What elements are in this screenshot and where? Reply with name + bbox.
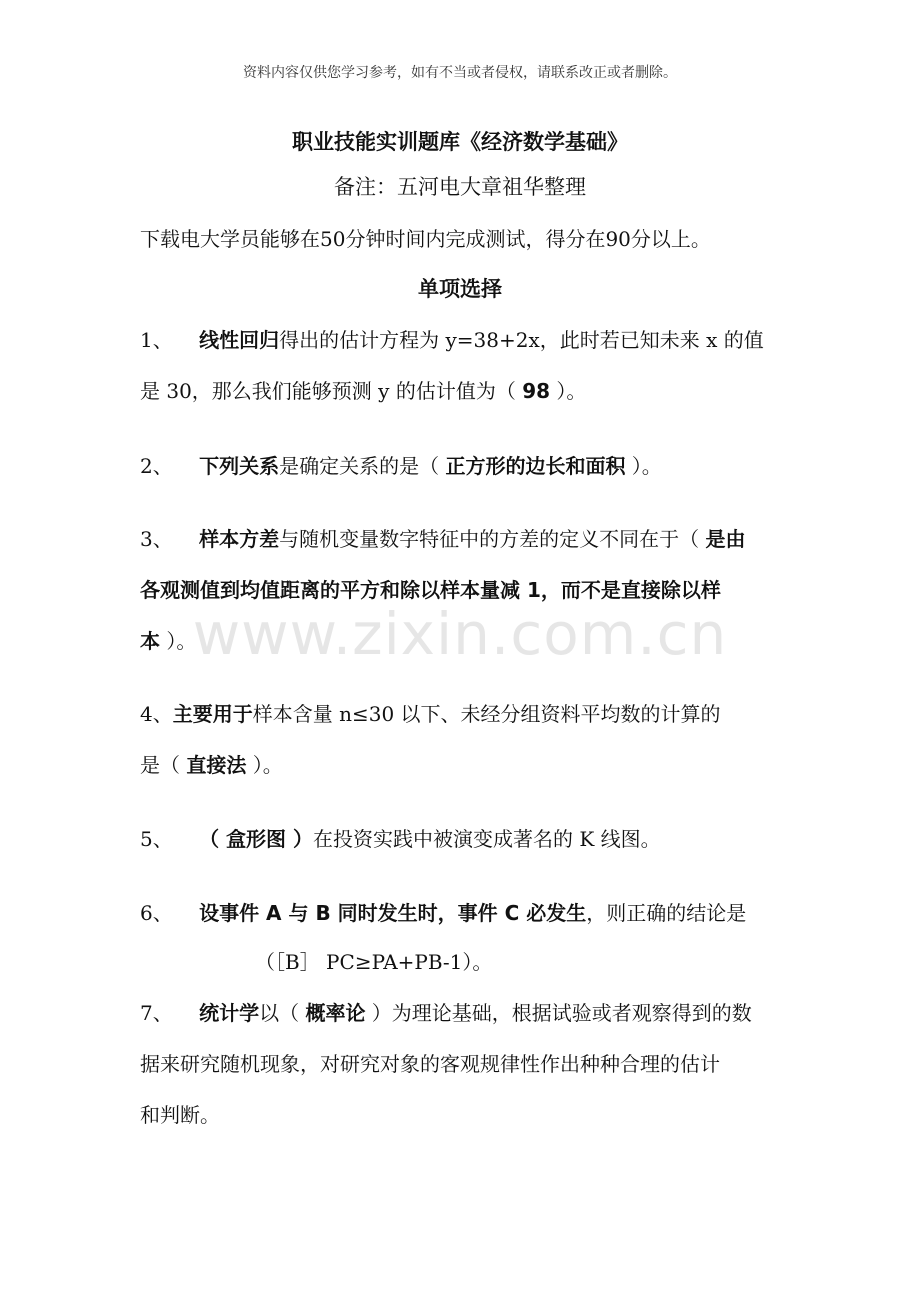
question-text: ）。 (160, 629, 197, 653)
question-number: 5、 (140, 827, 173, 851)
question-1-line-1 (140, 324, 764, 353)
question-answer: 正方形的边长和面积 (445, 454, 626, 478)
section-heading: 单项选择 (418, 276, 502, 301)
question-keyword: 下列关系 (199, 454, 280, 478)
question-answer: 本 (140, 629, 160, 653)
question-text: ）。 (246, 753, 283, 777)
question-number: 7、 (140, 1001, 173, 1025)
question-text: ）为理论基础，根据试验或者观察得到的数 (365, 1001, 752, 1025)
question-text: 是确定关系的是（ (279, 454, 446, 478)
question-number: 2、 (140, 454, 173, 478)
question-text: 与随机变量数字特征中的方差的定义不同在于（ (279, 527, 706, 551)
disclaimer: 资料内容仅供您学习参考，如有不当或者侵权，请联系改正或者删除。 (243, 65, 677, 81)
question-text: ，则正确的结论是 (586, 901, 747, 925)
question-number: 1、 (140, 328, 173, 352)
question-1-line-2 (140, 375, 586, 404)
question-text: 在投资实践中被演变成著名的 K 线图。 (313, 827, 661, 851)
question-text: 是 30，那么我们能够预测 y 的估计值为（ (140, 379, 523, 403)
question-answer: 盒形图 (226, 827, 287, 851)
question-text: 以（ (259, 1001, 306, 1025)
question-7-line-1 (140, 997, 752, 1026)
question-4-line-1 (140, 698, 721, 727)
question-number: 3、 (140, 527, 173, 551)
question-keyword: 样本方差 (199, 527, 280, 551)
document-title: 职业技能实训题库《经济数学基础》 (292, 129, 628, 154)
question-bracket-close: ） (286, 827, 314, 851)
question-bracket-open: （ (199, 827, 227, 851)
author-note: 备注：五河电大章祖华整理 (334, 175, 586, 199)
question-keyword: 设事件 A 与 B 同时发生时，事件 C 必发生 (199, 901, 587, 925)
question-keyword: 主要用于 (172, 702, 253, 726)
question-3-line-2: 各观测值到均值距离的平方和除以样本量减 1，而不是直接除以样 (140, 578, 721, 602)
question-keyword: 统计学 (199, 1001, 260, 1025)
question-text: ）。 (550, 379, 587, 403)
question-text: 样本含量 n≤30 以下、未经分组资料平均数的计算的 (252, 702, 721, 726)
question-text: 是（ (140, 753, 187, 777)
question-answer: 概率论 (305, 1001, 366, 1025)
question-keyword: 线性回归 (199, 328, 280, 352)
question-answer: 98 (522, 379, 551, 403)
question-2-line-1 (140, 450, 662, 479)
question-6-line-2: （［B］ PC≥PA+PB-1）。 (255, 950, 493, 974)
question-7-line-3: 和判断。 (140, 1103, 220, 1127)
question-4-line-2 (140, 749, 283, 778)
question-number: 4、 (140, 702, 173, 726)
question-7-line-2: 据来研究随机现象，对研究对象的客观规律性作出种种合理的估计 (140, 1052, 720, 1076)
question-text: 得出的估计方程为 y=38+2x，此时若已知未来 x 的值 (279, 328, 764, 352)
question-answer: 是由 (705, 527, 746, 551)
intro-text: 下载电大学员能够在50分钟时间内完成测试，得分在90分以上。 (140, 227, 711, 251)
question-5-line-1 (140, 823, 661, 852)
watermark: www.zixin.com.cn (192, 600, 728, 668)
question-6-line-1 (140, 897, 746, 926)
question-text: ）。 (625, 454, 662, 478)
question-number: 6、 (140, 901, 173, 925)
question-answer: 直接法 (186, 753, 247, 777)
question-3-line-1 (140, 523, 745, 552)
question-3-line-3 (140, 625, 196, 654)
